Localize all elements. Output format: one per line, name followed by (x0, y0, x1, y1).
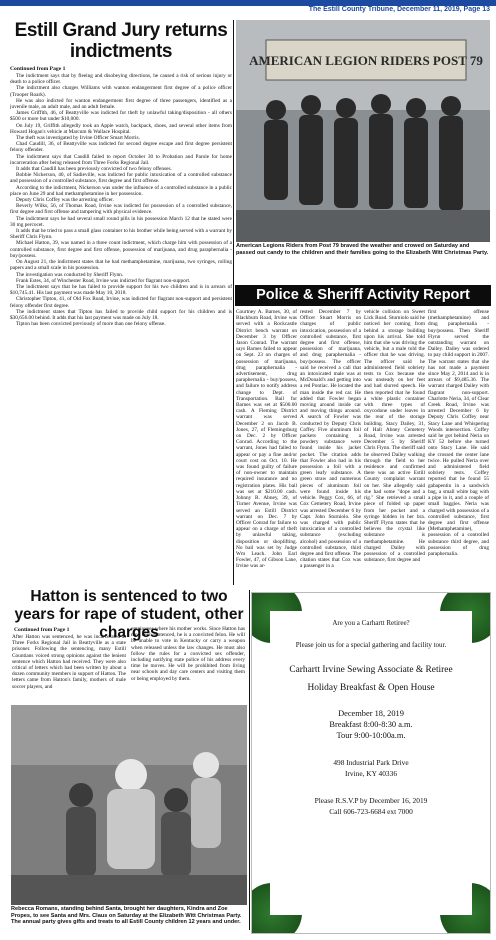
ad-tour-time: Tour 9:00-10:00a.m. (336, 731, 406, 740)
continued-label: Continued from Page 1 (10, 66, 66, 72)
story-paragraph: The indictment says that by fleeing and disobeying directions, he caused a risk of serious injury or death to a police officer. (10, 73, 232, 86)
carhartt-ad (251, 592, 491, 934)
story-paragraph: The indictment says he had several small round pills in his possession March 12 that he stated were 30 mg percocet. (10, 215, 232, 228)
story-paragraph: According to the indictment, Nickerson was under the influence of a controlled substance in a public place on June 29 and had methamphetamine in her possession. (10, 184, 232, 197)
story-paragraph: The theft was investigated by Irvine Officer Smart Morris. (16, 135, 140, 142)
ad-phone: Call 606-723-6684 ext 7000 (329, 807, 413, 816)
story-paragraph: Bobbie Nickerson, 40, of Sadieville, was indicted for public intoxication of a controlled substance and possession of a controlled substance, first degree and first offense. (10, 172, 232, 185)
hatton-column: employees where his mother works. Since Hatton has now been sentenced, he is a convicted felon. He will be unable to vote in Kentucky or carry a weapon when released unless the law changes. He must also follow the rules for a convicted sex offender, including notifying state police of his address every time he moves. He will be prohibited from living near schools and day care centers and visiting them or being employed by them. (131, 626, 245, 682)
story-paragraph: He was also indicted for wanton endangerment first degree of three passengers, identified as a juvenile male, an adult male, and an adult female. (10, 97, 232, 111)
report-column: first offense (methamphetamine) and drug paraphernalia - buy/possess. Then Sheriff Flynn served the outstanding warrant on Dailey. Dailey was ordered to pay child support in 2007. The warrant states that she has not made a payment since May 2, 2014 and is in arrears of $9,485.36. The warrant charged Dailey with flagrant non-support. Charlotte Neria, 34, of Clear Creek Road, Irvine was arrested December 6 by Deputy Chris Coffey near Stacy Lane and Whispering Woods intersection. Coffey said he got behind Neria on KY 52 before she turned onto Stacy Lane. He said she crossed the center lane twice. He pulled Neria over and administered field sobriety tests. Coffey reported that he found 55 gabapentin in a sandwich bag, a small white bag with a pipe in it, and a couple of small baggies. Neria was charged with possession of a controlled substance, first degree and first offense (Methamphetamine), possession of a controlled substance third degree, and possession of drug paraphernalia. (428, 309, 489, 557)
story-paragraph: The indictment says that Caudill failed to report October 30 to Probation and Parole for home incarceration after being released from Three Forks Regional Jail. (10, 153, 232, 166)
story-paragraph: The indictment states that Tipton has failed to provide child support for his children and is $30,656.00 behind. It adds that his last payment was made on July 18. (10, 308, 232, 321)
column-divider (233, 20, 234, 585)
story-paragraph: Michael Hatton, 39, was named in a three count indictment, which charge him with possession of a controlled substance, first degree and first offense, possession of marijuana, and drug paraphernalia - buy/possess. (10, 240, 232, 259)
story-paragraph: Deputy Chris Coffey was the arresting officer. (16, 197, 114, 204)
story-paragraph: On August 21, the indictment states that he had methamphetamine, marijuana, two syringes, rolling papers and a small scale in his possession. (10, 259, 232, 272)
story-paragraph: Chad Caudill, 36, of Beattyville was indicted for second degree escape and first degree persistent felony offender. (10, 141, 232, 154)
story-paragraph: Frank Estes, 34, of Winchester Road, Irvine was indicted for flagrant non-support. (16, 277, 191, 284)
ad-date: December 18, 2019 (338, 709, 404, 718)
hatton-continued-label: Continued from Page 1 (14, 627, 70, 633)
story-paragraph: It adds that he tried to pass a small glass container to his brother while being served with a warrant by Sheriff Chris Flynn. (10, 228, 232, 241)
report-column: Courtney A. Barnes, 30, of Blackburn Road, Irvine was served with a Rockcastle District bench warrant on December 3 by Officer Jason Conrad. The warrant says Barnes failed to appear on Sept. 23 on charges of possession of marijuana, drug paraphernalia - advertisement, drug paraphernalia - buy/possess, and failure to notify address change to Dept. of Transportation. Bail for Barnes was set at $500.00 cash. A Fleming District warrant was served December 2 on Jacob B. Jones, 27, of Flemingsburg on Dec. 2 by Officer Conrad. According to the warrant, Jones had failed to appear or pay a fine and/or court cost on Oct. 10. He was found guilty of failure of non-owner to maintain required insurance and no registration plates. His bail was set at $210.00 cash. Johnny R. Abney, 39, of Turner Avenue, Irvine was served an Estill District warrant on Dec. 7 by Officer Conrad for failure to appear on a charge of theft by unlawful taking, disposition or shoplifting. No bail was set by Judge Wm Leach. John Earl Fowler, 47, of Gibson Lane, Irvine was ar- (236, 309, 297, 570)
legion-banner-text: AMERICAN LEGION RIDERS POST 79 (249, 53, 483, 68)
ad-breakfast-time: Breakfast 8:00-8:30 a.m. (329, 720, 413, 729)
ad-invite: Please join us for a special gathering and facility tour. (295, 641, 447, 649)
story-paragraph: The indictment says that he has failed to provide support for his two children and is in arrears of $10,745.41. His last payment was made May 10, 2018. (10, 283, 232, 297)
legion-riders-photo (236, 20, 490, 242)
story-paragraph: The indictment also charges Williams with wanton endangerment first degree of a police officer (Trooper Roark). (10, 85, 232, 98)
ad-event: Holiday Breakfast & Open House (307, 683, 435, 693)
story-paragraph: On July 19, Griffith allegedly took an Apple watch, backpack, shoes, and several other items from Howard Hogan's vehicle at Marcum & Wallace Hospital. (10, 122, 232, 135)
santa-illustration (11, 705, 247, 905)
story-paragraph: It adds that Caudill has been previously convicted of two felony offenses. (16, 166, 172, 173)
story-paragraph: Tipton has been convicted previously of more than one felony offense. (16, 321, 166, 328)
hatton-headline: Hatton is sentenced to two years for rape of student, other charges (14, 588, 244, 641)
legion-riders-illustration (236, 20, 490, 242)
ad-rsvp: Please R.S.V.P by December 16, 2019 (314, 796, 428, 805)
story-headline: Estill Grand Jury returns indictments (14, 20, 228, 62)
ad-question: Are you a Carhartt Retiree? (332, 619, 410, 627)
story-paragraph: James Griffith, 46, of Beattyville was indicted for theft by unlawful taking/disposition - all others $500 or more but under $10,000. (10, 110, 232, 123)
ad-text-panel (270, 611, 472, 915)
ad-address-line1: 498 Industrial Park Drive (333, 758, 409, 767)
story-body (10, 73, 232, 583)
santa-photo (11, 705, 247, 905)
report-column: rested December 7 by Officer Stuart Morris on charges of public intoxication, possession of a controlled substance, first degree and first offense, possession of marijuana, and drug paraphernalia - buy/possess. The officer said he received a call that an intoxicated male was at McDonald's and getting into a red Pontiac. He located the man inside the red car. He added that Fowler began moving around inside car and moving things around. A search of Fowler was conducted by Deputy Chris Coffey. Five aluminum foil packets containing a powdery substance were found inside his jacket pocket. The citation adds that Fowler also had in his possession a foil with a green leafy substance. A green straw and numerous pieces of aluminum foil were found inside his vehicle. Peggy Cox, 66, of Cox Cemetery Road, Irvine was arrested December 6 by Capt. John Sturniolo. She was charged with public intoxication of a controlled substance (excluding alcohol) and possession of a controlled substance, third degree and first offense. The citation states that Cox was a passenger in a (300, 309, 361, 570)
santa-photo-caption: Rebecca Romans, standing behind Santa, brought her daughters, Kindra and Zoe Propes, to see Santa and Mrs. Claus on Saturday at the Elizabeth Witt Christmas Party. The annual party gives gifts and treats to all Estill County children 12 years and under. (11, 906, 242, 925)
ad-company: Carhartt Irvine Sewing Associate & Retiree (289, 665, 453, 675)
story-paragraph: Beverly Wilks, 56, of Thomas Road, Irvine was indicted for possession of a controlled substance, first degree and first offense and tampering with physical evidence. (10, 203, 232, 216)
story-paragraph: Christopher Tipton, 41, of Old Fox Road, Irvine, was indicted for flagrant non-support and persistent felony offender first degree. (10, 296, 232, 309)
story-paragraph: The investigation was conducted by Sheriff Flynn. (16, 271, 124, 278)
legion-photo-caption: American Legions Riders from Post 79 braved the weather and crowed on Saturday and passed out candy to the children and their families going to the Elizabeth Witt Christmas Party. (236, 243, 489, 256)
report-title: Police & Sheriff Activity Report (235, 285, 491, 306)
column-divider (249, 590, 250, 930)
hatton-column: After Hatton was sentenced, he was incarcerated at Three Forks Regional Jail in Beattyville as a state prisoner. Following the sentencing, many Estill Countians voiced strong opinions against the lenient sentence which Hatton had received. They were also critical of letters which had been written by about a dozen community members in support of Hatton. The letters came from Hatton's family, mothers of male soccer players, and (12, 634, 126, 690)
paper-dateline: The Estill County Tribune, December 11, 2019, Page 13 (308, 6, 490, 13)
report-column: vehicle collision on Sweet Lick Road. Sturniolo said he noticed her coming from behind a storage building upon his arrival. She told him that she was driving the vehicle, but a male told the officer that he was driving. The officer said he administered field sobriety tests to Cox because she was unsteady on her feet and had slurred speech. He then reported that he found a white plastic container with three types of oxycodone under leaves in the rear of the storage building. Stacy Dailey, 31, of Hall Abney Cemetery Road, Irvine was arrested December 5 by Sheriff Chris Flynn. The sheriff said he observed Dailey walking through the field to her residence and confirmed there was an active Estill County complaint warrant on her. She allegedly said she had some "dope and a rig." She retrieved a small piece of folded up paper from her pocket and a syringe hidden in her bra. Sheriff Flynn states that he believes the crystal like substance is methamphetamine. He charged Dailey with possession of a controlled substance, first degree and (364, 309, 425, 564)
ad-address-line2: Irvine, KY 40336 (344, 769, 398, 778)
